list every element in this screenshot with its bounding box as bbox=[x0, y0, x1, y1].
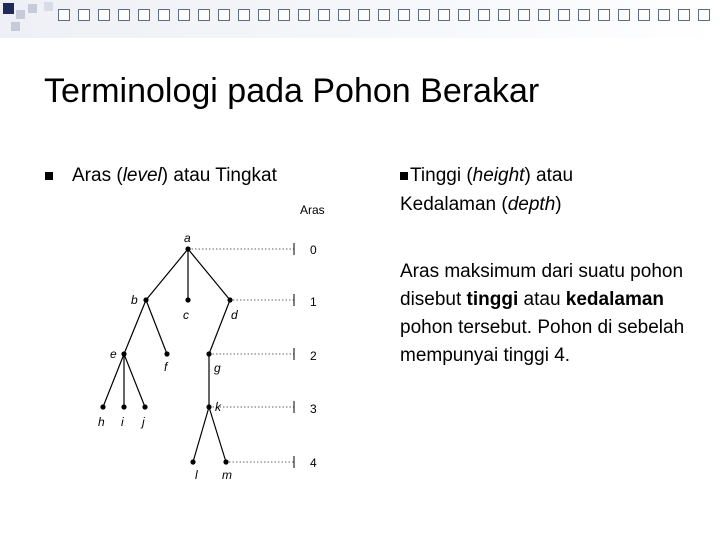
right-bullet-line2-italic: depth bbox=[507, 194, 556, 215]
node-label-k: k bbox=[215, 400, 221, 414]
level-number-2: 2 bbox=[310, 349, 317, 363]
node-label-i: i bbox=[121, 415, 124, 429]
paragraph-part1: Aras maksimum dari suatu pohon disebut bbox=[400, 261, 684, 310]
node-b bbox=[143, 297, 148, 302]
node-label-j: j bbox=[142, 415, 145, 429]
node-i bbox=[121, 404, 126, 409]
edge-e-h bbox=[103, 354, 124, 407]
node-f bbox=[164, 351, 169, 356]
node-g bbox=[206, 351, 211, 356]
node-label-g: g bbox=[214, 361, 221, 375]
node-label-h: h bbox=[98, 415, 105, 429]
node-k bbox=[206, 404, 211, 409]
node-h bbox=[100, 404, 105, 409]
node-label-e: e bbox=[110, 347, 117, 361]
node-d bbox=[227, 297, 232, 302]
paragraph-part2: atau bbox=[518, 289, 566, 310]
level-lines bbox=[188, 249, 294, 462]
node-label-b: b bbox=[131, 293, 138, 307]
node-l bbox=[190, 459, 195, 464]
edge-k-l bbox=[193, 407, 209, 462]
level-number-4: 4 bbox=[310, 456, 317, 470]
node-c bbox=[185, 297, 190, 302]
level-number-1: 1 bbox=[310, 295, 317, 309]
right-bullet-line2-after: ) bbox=[555, 194, 562, 215]
left-bullet-text-italic: level bbox=[122, 165, 162, 186]
edge-a-b bbox=[146, 249, 188, 300]
level-number-3: 3 bbox=[310, 402, 317, 416]
paragraph-bold1: tinggi bbox=[466, 289, 519, 310]
edge-e-j bbox=[124, 354, 145, 407]
node-label-f: f bbox=[164, 360, 168, 374]
paragraph-part3: pohon tersebut. Pohon di sebelah mempunyai tinggi 4. bbox=[400, 317, 685, 366]
slide-title: Terminologi pada Pohon Berakar bbox=[44, 72, 540, 110]
edge-k-m bbox=[209, 407, 226, 462]
node-m bbox=[223, 459, 228, 464]
edge-d-g bbox=[209, 300, 230, 354]
level-number-0: 0 bbox=[310, 243, 317, 257]
node-j bbox=[142, 404, 147, 409]
left-bullet-text-before: Aras ( bbox=[72, 165, 123, 186]
node-a bbox=[185, 246, 190, 251]
right-bullet-line1-before: Tinggi ( bbox=[410, 165, 473, 186]
node-label-m: m bbox=[222, 468, 232, 482]
edge-a-d bbox=[188, 249, 230, 300]
level-header: Aras bbox=[300, 203, 325, 217]
left-bullet-text-after: ) atau Tingkat bbox=[161, 165, 277, 186]
edge-b-f bbox=[146, 300, 167, 354]
right-bullet-line1-after: ) atau bbox=[524, 165, 574, 186]
node-label-d: d bbox=[231, 308, 238, 322]
node-e bbox=[121, 351, 126, 356]
right-bullet-line1-italic: height bbox=[472, 165, 525, 186]
node-label-c: c bbox=[183, 308, 189, 322]
paragraph-bold2: kedalaman bbox=[565, 289, 665, 310]
node-label-l: l bbox=[195, 468, 198, 482]
right-bullet-line2-before: Kedalaman ( bbox=[400, 194, 508, 215]
edge-b-e bbox=[124, 300, 146, 354]
node-label-a: a bbox=[184, 231, 191, 245]
